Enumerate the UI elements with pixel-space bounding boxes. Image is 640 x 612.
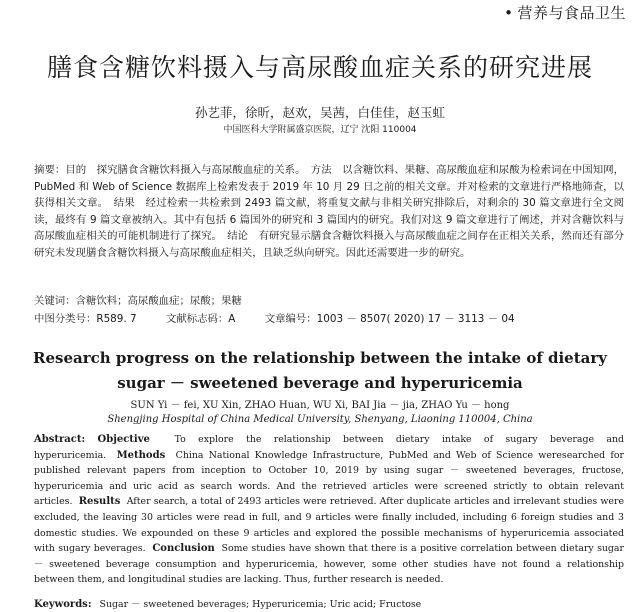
- article-number: 文章编号：1003 － 8507( 2020) 17 － 3113 － 04: [264, 313, 515, 325]
- keywords-en-label: Keywords:: [34, 599, 92, 610]
- conclusion-text: 有研究显示膳食含糖饮料摄入与高尿酸血症之间存在正相关关系，然而还有部分研究未发现膳食含糖饮料摄入与高尿酸血症相关，且缺乏纵向研究。因此还需要进一步的研究。: [34, 230, 625, 259]
- methods-label: 方法: [310, 164, 332, 176]
- authors-english: SUN Yi － fei, XU Xin, ZHAO Huan, WU Xi, BAI Jia － jia, ZHAO Yu － hong: [130, 400, 510, 411]
- abstract-label: 摘要：: [34, 164, 66, 176]
- abstract-en-label: Abstract:: [34, 434, 86, 445]
- keywords-label: 关键词：: [34, 295, 76, 307]
- title-english-line1: Research progress on the relationship between the intake of dietary: [33, 349, 607, 367]
- title-english-line2: sugar － sweetened beverage and hyperuricemia: [117, 374, 523, 392]
- results-en-text: After search, a total of 2493 articles were retrieved. After duplicate articles and irrelevant studies were excluded, the leaving 30 articles were read in full, and 9 articles were finally included, including 6 foreign studies and 3 domestic studies. We expounded on these 9 articles and explored the possible mechanisms of hyperuricemia associated with sugary beverages.: [34, 496, 625, 555]
- objective-label: 目的: [65, 164, 87, 176]
- results-text: 经过检索一共检索到 2493 篇文献，将重复文献与非相关研究排除后，对剩余的 30 篇文章进行全文阅读，最终有 9 篇文章被纳入。其中有包括 6 篇国外的研究和 3 篇国内的研究。我们对这 9 篇文章进行了阐述，并对含糖饮料与高尿酸血症相关的可能机制进行了探究。: [34, 197, 625, 243]
- conclusion-en-text: Some studies have shown that there is a positive correlation between dietary sugar － sweetened beverage consumption and hyperuricemia, however, some other studies have not found a relationship between them, and longitudinal studies are lacking. Thus, further research is needed.: [34, 543, 625, 586]
- clc-number: 中图分类号：R589. 7: [34, 313, 137, 325]
- results-label: 结果: [113, 197, 136, 210]
- affiliation-chinese: 中国医科大学附属盛京医院，辽宁 沈阳 110004: [223, 125, 417, 135]
- document-code: 文献标志码：A: [165, 313, 236, 325]
- abstract-chinese: [34, 162, 624, 262]
- section-tag: [504, 2, 626, 23]
- title-english: [0, 346, 640, 396]
- authors-chinese: 孙艺菲，徐昕，赵欢，吴茜，白佳佳，赵玉虹: [194, 105, 445, 120]
- bullet-icon: •: [504, 4, 514, 22]
- conclusion-label: 结论: [227, 230, 249, 243]
- objective-en-label: Objective: [97, 434, 150, 445]
- methods-text: 以含糖饮料、果糖、高尿酸血症和尿酸为检索词在中国知网，PubMed 和 Web of Science 数据库上检索发表于 2019 年 10 月 29 日之前的相关文章。并对检索的文章进行严格地筛查，以获得相关文章。: [34, 164, 625, 210]
- title-chinese: 膳食含糖饮料摄入与高尿酸血症关系的研究进展: [46, 53, 593, 82]
- objective-en-text: To explore the relationship between dietary intake of sugary beverage and hyperuricemia.: [34, 434, 624, 461]
- classification-line: [34, 310, 624, 325]
- methods-en-label: Methods: [116, 449, 166, 461]
- methods-en-text: China National Knowledge Infrastructure, PubMed and Web of Science weresearched for published relevant papers from inception to October 10, 2019 by using sugar － sweetened beverages, fructose, hyperuricemia and uric acid as search words. And the retrieved articles were screened strictly to obtain relevant articles.: [34, 449, 624, 508]
- section-label: 营养与食品卫生: [517, 4, 626, 22]
- keywords-value: 含糖饮料；高尿酸血症；尿酸；果糖: [75, 295, 242, 307]
- results-en-label: Results: [78, 496, 121, 508]
- keywords-english: [34, 596, 624, 610]
- abstract-english: [34, 432, 624, 588]
- keywords-chinese: [34, 292, 624, 307]
- keywords-en-value: Sugar － sweetened beverages; Hyperuricemia; Uric acid; Fructose: [99, 599, 422, 610]
- objective-text: 探究膳食含糖饮料摄入与高尿酸血症的关系。: [96, 164, 301, 176]
- affiliation-english: Shengjing Hospital of China Medical University, Shenyang, Liaoning 110004, China: [107, 414, 533, 425]
- conclusion-en-label: Conclusion: [152, 543, 215, 555]
